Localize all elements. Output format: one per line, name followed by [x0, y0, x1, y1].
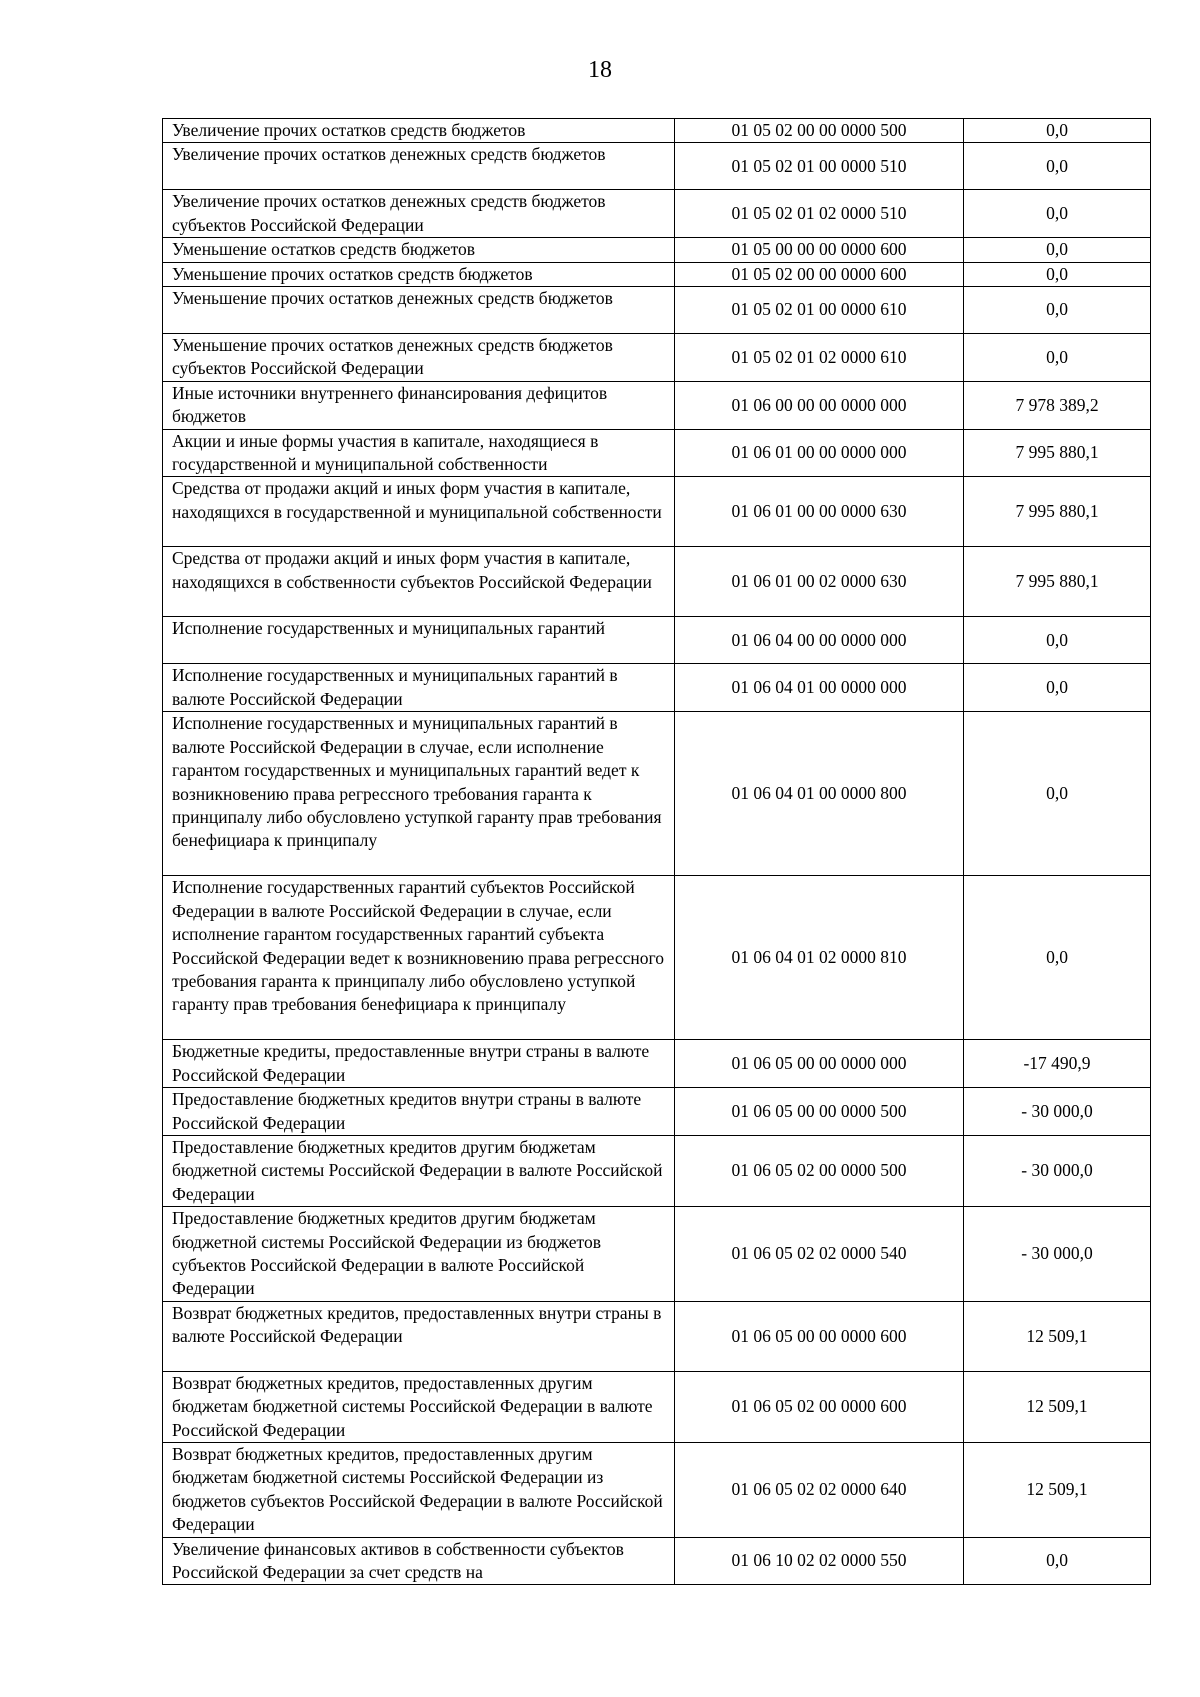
table-row	[163, 876, 1151, 1040]
table-row	[163, 1135, 1151, 1206]
row-code-cell: 01 06 05 02 02 0000 540	[675, 1207, 964, 1302]
row-value-cell: 0,0	[964, 334, 1151, 382]
row-code-cell: 01 06 10 02 02 0000 550	[675, 1537, 964, 1585]
row-name-cell: Средства от продажи акций и иных форм участия в капитале, находящихся в собственности субъектов Российской Федерации	[163, 547, 675, 617]
row-name-cell: Увеличение финансовых активов в собственности субъектов Российской Федерации за счет средств на	[163, 1537, 675, 1585]
row-value-cell: 7 995 880,1	[964, 477, 1151, 547]
row-value-cell: 0,0	[964, 143, 1151, 190]
row-name-cell: Уменьшение прочих остатков денежных средств бюджетов субъектов Российской Федерации	[163, 334, 675, 382]
table-row	[163, 429, 1151, 477]
row-value-cell: 0,0	[964, 617, 1151, 664]
table-row	[163, 381, 1151, 429]
table-row	[163, 334, 1151, 382]
table-row	[163, 238, 1151, 262]
row-name-cell: Иные источники внутреннего финансирования дефицитов бюджетов	[163, 381, 675, 429]
row-code-cell: 01 06 04 00 00 0000 000	[675, 617, 964, 664]
row-name-cell: Исполнение государственных и муниципальных гарантий	[163, 617, 675, 664]
row-code-cell: 01 05 00 00 00 0000 600	[675, 238, 964, 262]
row-value-cell: - 30 000,0	[964, 1207, 1151, 1302]
row-name-cell: Предоставление бюджетных кредитов другим бюджетам бюджетной системы Российской Федерации в валюте Российской Федерации	[163, 1135, 675, 1206]
row-code-cell: 01 06 04 01 00 0000 000	[675, 664, 964, 712]
row-name-cell: Исполнение государственных и муниципальных гарантий в валюте Российской Федерации в случае, если исполнение гарантом государственных и муниципальных гарантий ведет к возникновению права регрессного требования гаранта к принципалу либо обусловлено уступкой гаранту прав требования бенефициара к принципалу	[163, 712, 675, 876]
row-name-cell: Возврат бюджетных кредитов, предоставленных другим бюджетам бюджетной системы Российской Федерации из бюджетов субъектов Российской Федерации в валюте Российской Федерации	[163, 1442, 675, 1537]
row-code-cell: 01 06 01 00 02 0000 630	[675, 547, 964, 617]
row-code-cell: 01 05 02 01 02 0000 510	[675, 190, 964, 238]
table-row	[163, 712, 1151, 876]
row-code-cell: 01 06 05 02 00 0000 500	[675, 1135, 964, 1206]
row-name-cell: Увеличение прочих остатков денежных средств бюджетов субъектов Российской Федерации	[163, 190, 675, 238]
row-code-cell: 01 05 02 01 02 0000 610	[675, 334, 964, 382]
table-row	[163, 287, 1151, 334]
row-value-cell: 0,0	[964, 190, 1151, 238]
row-name-cell: Уменьшение прочих остатков средств бюджетов	[163, 262, 675, 286]
row-value-cell: 12 509,1	[964, 1301, 1151, 1371]
table-row	[163, 143, 1151, 190]
row-value-cell: -17 490,9	[964, 1040, 1151, 1088]
row-code-cell: 01 06 01 00 00 0000 000	[675, 429, 964, 477]
row-code-cell: 01 06 05 02 00 0000 600	[675, 1371, 964, 1442]
row-name-cell: Исполнение государственных гарантий субъектов Российской Федерации в валюте Российской Федерации в случае, если исполнение гарантом государственных гарантий субъекта Российской Федерации ведет к возникновению права регрессного требования гаранта к принципалу либо обусловлено уступкой гаранту прав требования бенефициара к принципалу	[163, 876, 675, 1040]
row-value-cell: 0,0	[964, 712, 1151, 876]
table-row	[163, 664, 1151, 712]
row-name-cell: Уменьшение прочих остатков денежных средств бюджетов	[163, 287, 675, 334]
row-name-cell: Средства от продажи акций и иных форм участия в капитале, находящихся в государственной и муниципальной собственности	[163, 477, 675, 547]
row-value-cell: 7 995 880,1	[964, 429, 1151, 477]
row-value-cell: 0,0	[964, 1537, 1151, 1585]
row-code-cell: 01 06 00 00 00 0000 000	[675, 381, 964, 429]
page-number: 18	[588, 57, 612, 83]
table-row	[163, 119, 1151, 143]
row-name-cell: Акции и иные формы участия в капитале, находящиеся в государственной и муниципальной собственности	[163, 429, 675, 477]
table-row	[163, 1371, 1151, 1442]
row-value-cell: 7 978 389,2	[964, 381, 1151, 429]
row-value-cell: - 30 000,0	[964, 1088, 1151, 1136]
row-name-cell: Бюджетные кредиты, предоставленные внутри страны в валюте Российской Федерации	[163, 1040, 675, 1088]
table-row	[163, 547, 1151, 617]
row-code-cell: 01 05 02 00 00 0000 600	[675, 262, 964, 286]
table-row	[163, 477, 1151, 547]
row-value-cell: 0,0	[964, 287, 1151, 334]
row-name-cell: Предоставление бюджетных кредитов внутри страны в валюте Российской Федерации	[163, 1088, 675, 1136]
row-name-cell: Увеличение прочих остатков денежных средств бюджетов	[163, 143, 675, 190]
row-name-cell: Предоставление бюджетных кредитов другим бюджетам бюджетной системы Российской Федерации из бюджетов субъектов Российской Федерации в валюте Российской Федерации	[163, 1207, 675, 1302]
table-row	[163, 1040, 1151, 1088]
table-row	[163, 1088, 1151, 1136]
row-code-cell: 01 06 01 00 00 0000 630	[675, 477, 964, 547]
table-row	[163, 1537, 1151, 1585]
row-name-cell: Увеличение прочих остатков средств бюджетов	[163, 119, 675, 143]
table-row	[163, 1301, 1151, 1371]
row-code-cell: 01 06 05 00 00 0000 000	[675, 1040, 964, 1088]
row-value-cell: 0,0	[964, 664, 1151, 712]
table-row	[163, 1207, 1151, 1302]
row-code-cell: 01 06 05 00 00 0000 500	[675, 1088, 964, 1136]
row-code-cell: 01 05 02 01 00 0000 610	[675, 287, 964, 334]
row-value-cell: 0,0	[964, 119, 1151, 143]
row-name-cell: Уменьшение остатков средств бюджетов	[163, 238, 675, 262]
table-row	[163, 617, 1151, 664]
row-name-cell: Возврат бюджетных кредитов, предоставленных другим бюджетам бюджетной системы Российской Федерации в валюте Российской Федерации	[163, 1371, 675, 1442]
row-code-cell: 01 05 02 00 00 0000 500	[675, 119, 964, 143]
row-value-cell: 12 509,1	[964, 1442, 1151, 1537]
table-row	[163, 190, 1151, 238]
budget-sources-table	[162, 118, 1151, 1585]
row-name-cell: Возврат бюджетных кредитов, предоставленных внутри страны в валюте Российской Федерации	[163, 1301, 675, 1371]
row-value-cell: 0,0	[964, 262, 1151, 286]
row-code-cell: 01 06 05 02 02 0000 640	[675, 1442, 964, 1537]
row-name-cell: Исполнение государственных и муниципальных гарантий в валюте Российской Федерации	[163, 664, 675, 712]
row-value-cell: 12 509,1	[964, 1371, 1151, 1442]
row-code-cell: 01 05 02 01 00 0000 510	[675, 143, 964, 190]
table-row	[163, 262, 1151, 286]
table-row	[163, 1442, 1151, 1537]
row-value-cell: - 30 000,0	[964, 1135, 1151, 1206]
row-value-cell: 0,0	[964, 238, 1151, 262]
row-value-cell: 0,0	[964, 876, 1151, 1040]
row-code-cell: 01 06 04 01 00 0000 800	[675, 712, 964, 876]
row-code-cell: 01 06 04 01 02 0000 810	[675, 876, 964, 1040]
row-code-cell: 01 06 05 00 00 0000 600	[675, 1301, 964, 1371]
row-value-cell: 7 995 880,1	[964, 547, 1151, 617]
